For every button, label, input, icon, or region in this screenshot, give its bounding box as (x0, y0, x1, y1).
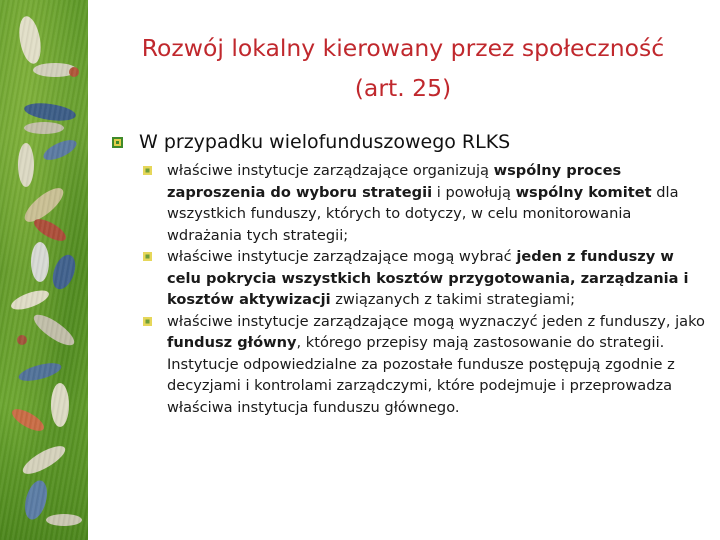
body-text: , którego przepisy mają zastosowanie do strategii. Instytucje odpowiedzialne za pozostałe fundusze postępują zgodnie z decyzjami i kontrolami zarządczymi, które podejmuje i przeprowadza właściwa instytucja funduszu głównego. (167, 334, 675, 416)
body-text: dla wszystkich funduszy, których to dotyczy, w celu monitorowania wdrażania tych strategii; (167, 183, 679, 244)
title-line-1: Rozwój lokalny kierowany przez społeczność (141, 34, 665, 62)
emphasized-text: jeden z funduszy w celu pokrycia wszystkich kosztów przygotowania, zarządzania i kosztów aktywizacji (167, 248, 689, 308)
emphasized-text: wspólny komitet (515, 183, 652, 201)
sidebar-photo (0, 0, 88, 540)
small-square-bullet-icon (143, 252, 152, 261)
sub-bullet-item (143, 246, 708, 311)
main-bullet-text: W przypadku wielofunduszowego RLKS (139, 131, 511, 153)
slide-title (96, 28, 710, 108)
body-text: właściwe instytucje zarządzające organizują (167, 162, 494, 179)
title-line-2: (art. 25) (354, 74, 452, 102)
people-on-grass-figures (0, 0, 88, 540)
sub-bullet-item (143, 311, 708, 419)
emphasized-text: fundusz główny (167, 334, 297, 351)
body-text: i powołują (432, 183, 516, 201)
small-square-bullet-icon (143, 317, 152, 326)
square-bullet-icon (112, 137, 123, 148)
body-text: związanych z takimi strategiami; (330, 291, 576, 308)
sub-bullet-item (143, 160, 708, 246)
body-text: właściwe instytucje zarządzające mogą wyznaczyć jeden z funduszy, jako (167, 312, 705, 330)
sub-bullet-list (143, 160, 708, 418)
emphasized-text: wspólny proces zaproszenia do wyboru strategii (167, 162, 622, 201)
small-square-bullet-icon (143, 166, 152, 175)
body-text: właściwe instytucje zarządzające mogą wybrać (167, 248, 517, 265)
